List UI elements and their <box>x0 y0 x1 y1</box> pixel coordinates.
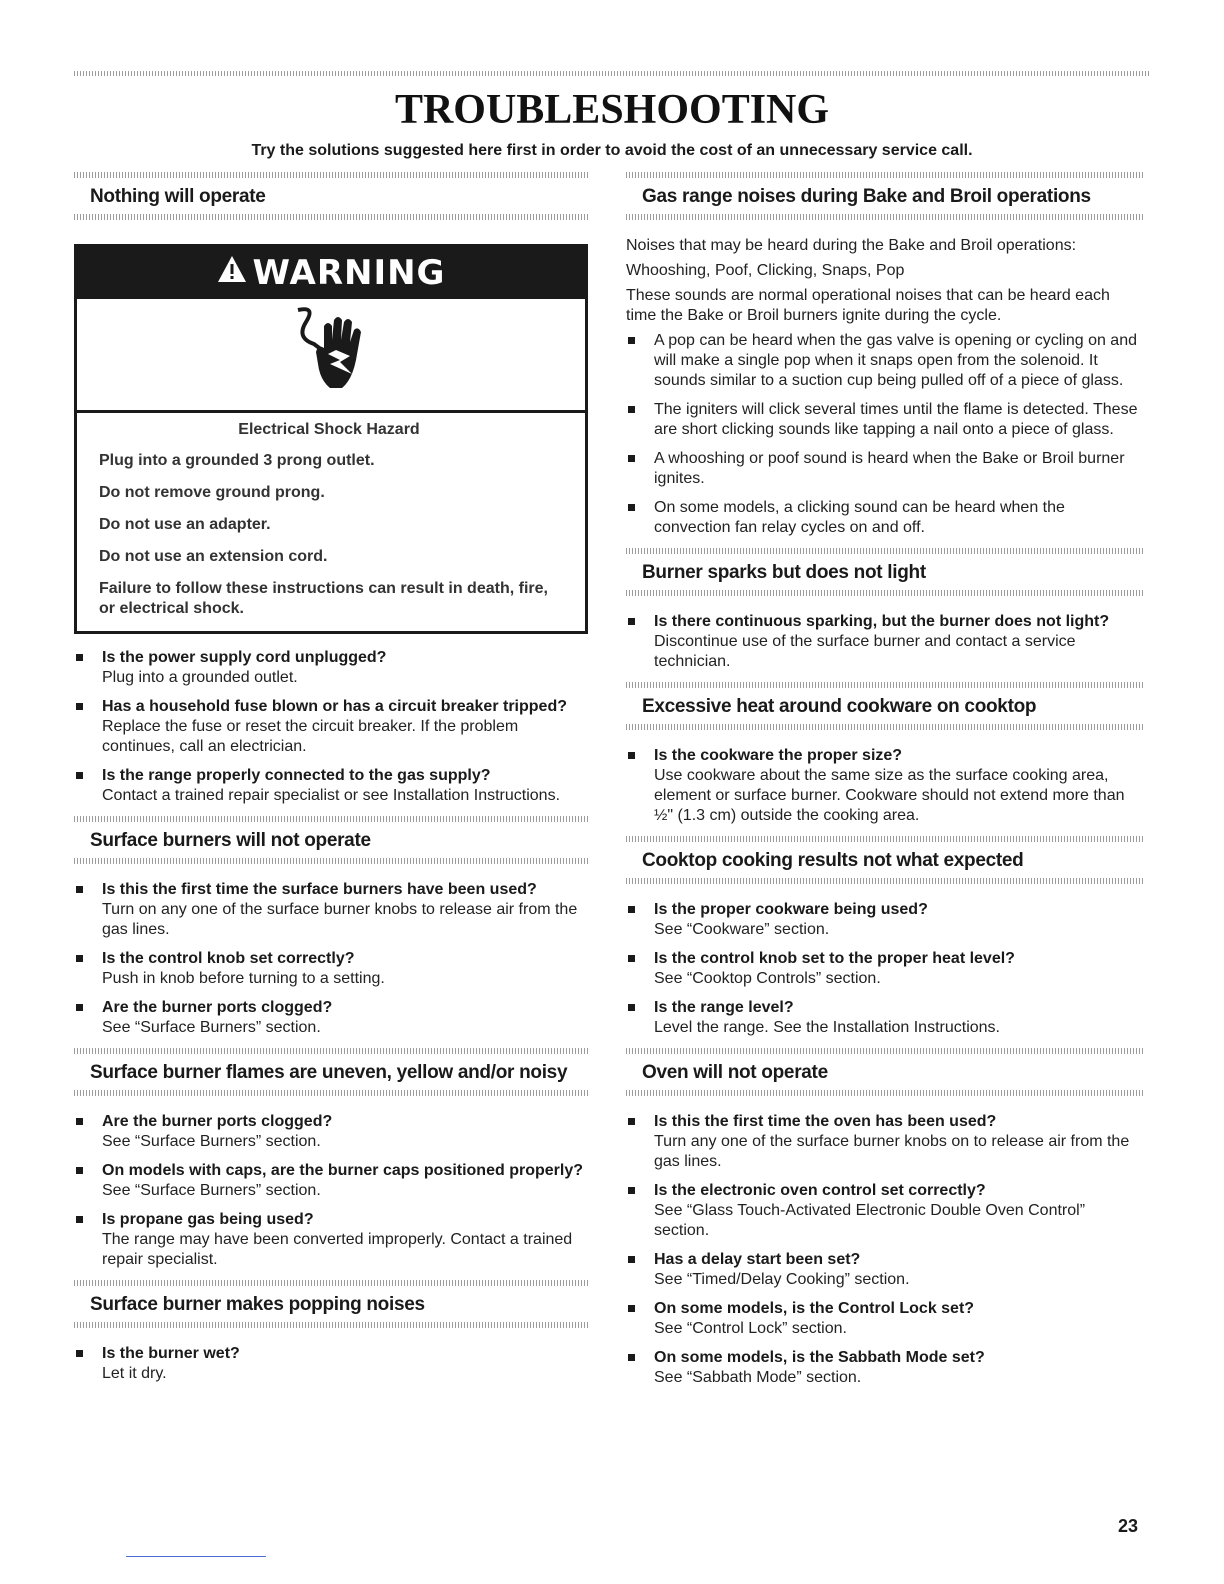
list-item <box>626 998 1144 1038</box>
section-title: Excessive heat around cookware on cooktop <box>642 696 1037 717</box>
left-column <box>74 172 590 1394</box>
list-item <box>626 1299 1144 1339</box>
section-rule <box>626 214 1144 220</box>
section-rule <box>74 214 590 220</box>
warning-line: Do not use an adapter. <box>99 516 271 533</box>
question: Is the range properly connected to the gas supply? <box>102 767 491 784</box>
section-rule <box>74 858 590 864</box>
answer: See “Cookware” section. <box>654 921 830 938</box>
warning-text <box>77 413 585 631</box>
section-rule <box>626 878 1144 884</box>
footer-line <box>126 1556 266 1557</box>
question: Is propane gas being used? <box>102 1211 314 1228</box>
bullet-text: The igniters will click several times until the flame is detected. These are short clicking sounds like tapping a nail onto a piece of glass. <box>654 401 1138 438</box>
section-header <box>626 172 1144 220</box>
section-gas-range-noises <box>626 172 1144 538</box>
item-list <box>74 1112 590 1270</box>
answer: See “Control Lock” section. <box>654 1320 847 1337</box>
warning-line: Plug into a grounded 3 prong outlet. <box>99 452 375 469</box>
question: Is the burner wet? <box>102 1345 240 1362</box>
section-oven-will-not-operate <box>626 1048 1144 1388</box>
list-item <box>74 1112 590 1152</box>
bullet-text: A whooshing or poof sound is heard when the Bake or Broil burner ignites. <box>654 450 1125 487</box>
section-header <box>74 172 590 220</box>
answer: Plug into a grounded outlet. <box>102 669 298 686</box>
section-title: Surface burner makes popping noises <box>90 1294 425 1315</box>
item-list <box>626 900 1144 1038</box>
warning-label: WARNING <box>252 253 446 293</box>
question: Is the electronic oven control set correctly? <box>654 1182 986 1199</box>
section-cooktop-results <box>626 836 1144 1038</box>
warning-box <box>74 244 588 634</box>
section-title: Burner sparks but does not light <box>642 562 926 583</box>
list-item <box>74 648 590 688</box>
section-excessive-heat <box>626 682 1144 826</box>
question: Has a household fuse blown or has a circuit breaker tripped? <box>102 698 567 715</box>
item-list <box>626 1112 1144 1388</box>
question: Is the control knob set correctly? <box>102 950 355 967</box>
answer: See “Cooktop Controls” section. <box>654 970 881 987</box>
section-header <box>626 836 1144 884</box>
question: Are the burner ports clogged? <box>102 1113 333 1130</box>
section-burner-sparks <box>626 548 1144 672</box>
section-surface-burners-not-operate <box>74 816 590 1038</box>
item-list <box>74 1344 590 1384</box>
list-item <box>74 1161 590 1201</box>
section-title: Surface burners will not operate <box>90 830 371 851</box>
answer: Push in knob before turning to a setting. <box>102 970 385 987</box>
question: On models with caps, are the burner caps positioned properly? <box>102 1162 583 1179</box>
intro-paragraph: These sounds are normal operational noises that can be heard each time the Bake or Broil burners ignite during the cycle. <box>626 287 1110 324</box>
section-rule <box>626 724 1144 730</box>
question: Is the proper cookware being used? <box>654 901 928 918</box>
item-list <box>626 612 1144 672</box>
answer: The range may have been converted improperly. Contact a trained repair specialist. <box>102 1231 573 1268</box>
section-rule <box>626 682 1144 688</box>
question: On some models, is the Sabbath Mode set? <box>654 1349 985 1366</box>
warning-line: Do not use an extension cord. <box>99 548 328 565</box>
list-item <box>626 746 1144 826</box>
question: Is there continuous sparking, but the burner does not light? <box>654 613 1110 630</box>
intro-paragraph: Noises that may be heard during the Bake and Broil operations: <box>626 237 1077 254</box>
list-item <box>626 900 1144 940</box>
section-rule <box>74 1090 590 1096</box>
section-rule <box>626 1090 1144 1096</box>
warning-icon-area <box>77 299 585 413</box>
item-list <box>74 648 590 806</box>
section-rule <box>74 1048 590 1054</box>
intro-paragraph: Whooshing, Poof, Clicking, Snaps, Pop <box>626 262 905 279</box>
section-header <box>74 1048 590 1096</box>
section-rule <box>626 1048 1144 1054</box>
section-header <box>74 816 590 864</box>
question: Is the power supply cord unplugged? <box>102 649 387 666</box>
question: Is the control knob set to the proper heat level? <box>654 950 1015 967</box>
warning-line: Failure to follow these instructions can result in death, fire, or electrical shock. <box>99 580 548 617</box>
section-nothing-will-operate <box>74 172 590 806</box>
section-title: Oven will not operate <box>642 1062 828 1083</box>
top-rule <box>74 71 1150 76</box>
answer: See “Surface Burners” section. <box>102 1182 321 1199</box>
electrical-shock-hand-icon <box>286 304 376 405</box>
list-item <box>74 697 590 757</box>
answer: Replace the fuse or reset the circuit breaker. If the problem continues, call an electrician. <box>102 718 519 755</box>
section-popping-noises <box>74 1280 590 1384</box>
section-rule <box>626 836 1144 842</box>
list-item <box>626 449 1144 489</box>
list-item <box>74 949 590 989</box>
answer: Contact a trained repair specialist or see Installation Instructions. <box>102 787 561 804</box>
list-item <box>626 1250 1144 1290</box>
question: Has a delay start been set? <box>654 1251 861 1268</box>
section-header <box>626 548 1144 596</box>
answer: See “Timed/Delay Cooking” section. <box>654 1271 910 1288</box>
section-title: Nothing will operate <box>90 186 266 207</box>
question: Is the range level? <box>654 999 794 1016</box>
answer: Let it dry. <box>102 1365 167 1382</box>
list-item <box>626 498 1144 538</box>
section-title: Gas range noises during Bake and Broil operations <box>642 186 1091 207</box>
question: Is this the first time the surface burners have been used? <box>102 881 537 898</box>
section-header <box>626 682 1144 730</box>
section-rule <box>626 548 1144 554</box>
answer: See “Sabbath Mode” section. <box>654 1369 862 1386</box>
question: Are the burner ports clogged? <box>102 999 333 1016</box>
page-title: TROUBLESHOOTING <box>394 87 830 133</box>
list-item <box>626 949 1144 989</box>
bullet-text: A pop can be heard when the gas valve is opening or cycling on and will make a single pop when it snaps open from the solenoid. It sounds similar to a suction cup being pulled off of a piece of glass. <box>654 332 1137 389</box>
item-list <box>626 331 1144 538</box>
answer: See “Glass Touch-Activated Electronic Double Oven Control” section. <box>654 1202 1086 1239</box>
list-item <box>74 998 590 1038</box>
hazard-title: Electrical Shock Hazard <box>238 421 420 438</box>
right-column <box>626 172 1144 1398</box>
list-item <box>74 1210 590 1270</box>
list-item <box>626 400 1144 440</box>
question: On some models, is the Control Lock set? <box>654 1300 975 1317</box>
answer: Use cookware about the same size as the surface cooking area, element or surface burner. Cookware should not extend more than ½" (1.3 cm) outside the cooking area. <box>654 767 1125 824</box>
warning-line: Do not remove ground prong. <box>99 484 325 501</box>
bullet-text: On some models, a clicking sound can be heard when the convection fan relay cycles on and off. <box>654 499 1065 536</box>
section-header <box>74 1280 590 1328</box>
section-rule <box>74 1322 590 1328</box>
answer: See “Surface Burners” section. <box>102 1133 321 1150</box>
answer: Turn any one of the surface burner knobs on to release air from the gas lines. <box>654 1133 1130 1170</box>
item-list <box>74 880 590 1038</box>
section-rule <box>74 1280 590 1286</box>
list-item <box>74 880 590 940</box>
page-number: 23 <box>1118 1516 1139 1536</box>
answer: Turn on any one of the surface burner knobs to release air from the gas lines. <box>102 901 578 938</box>
list-item <box>626 1112 1144 1172</box>
page-subtitle: Try the solutions suggested here first in order to avoid the cost of an unnecessary service call. <box>251 142 973 159</box>
question: Is this the first time the oven has been used? <box>654 1113 997 1130</box>
question: Is the cookware the proper size? <box>654 747 903 764</box>
section-rule <box>626 590 1144 596</box>
list-item <box>626 612 1144 672</box>
warning-triangle-icon <box>217 255 247 291</box>
list-item <box>626 1181 1144 1241</box>
section-rule <box>74 172 590 178</box>
section-title: Surface burner flames are uneven, yellow and/or noisy <box>90 1062 568 1083</box>
section-rule <box>626 172 1144 178</box>
section-title: Cooktop cooking results not what expected <box>642 850 1024 871</box>
list-item <box>74 766 590 806</box>
warning-header <box>77 247 585 299</box>
item-list <box>626 746 1144 826</box>
answer: Discontinue use of the surface burner and contact a service technician. <box>654 633 1076 670</box>
list-item <box>626 1348 1144 1388</box>
list-item <box>74 1344 590 1384</box>
list-item <box>626 331 1144 391</box>
answer: Level the range. See the Installation Instructions. <box>654 1019 1000 1036</box>
section-flames-uneven <box>74 1048 590 1270</box>
section-header <box>626 1048 1144 1096</box>
section-rule <box>74 816 590 822</box>
answer: See “Surface Burners” section. <box>102 1019 321 1036</box>
